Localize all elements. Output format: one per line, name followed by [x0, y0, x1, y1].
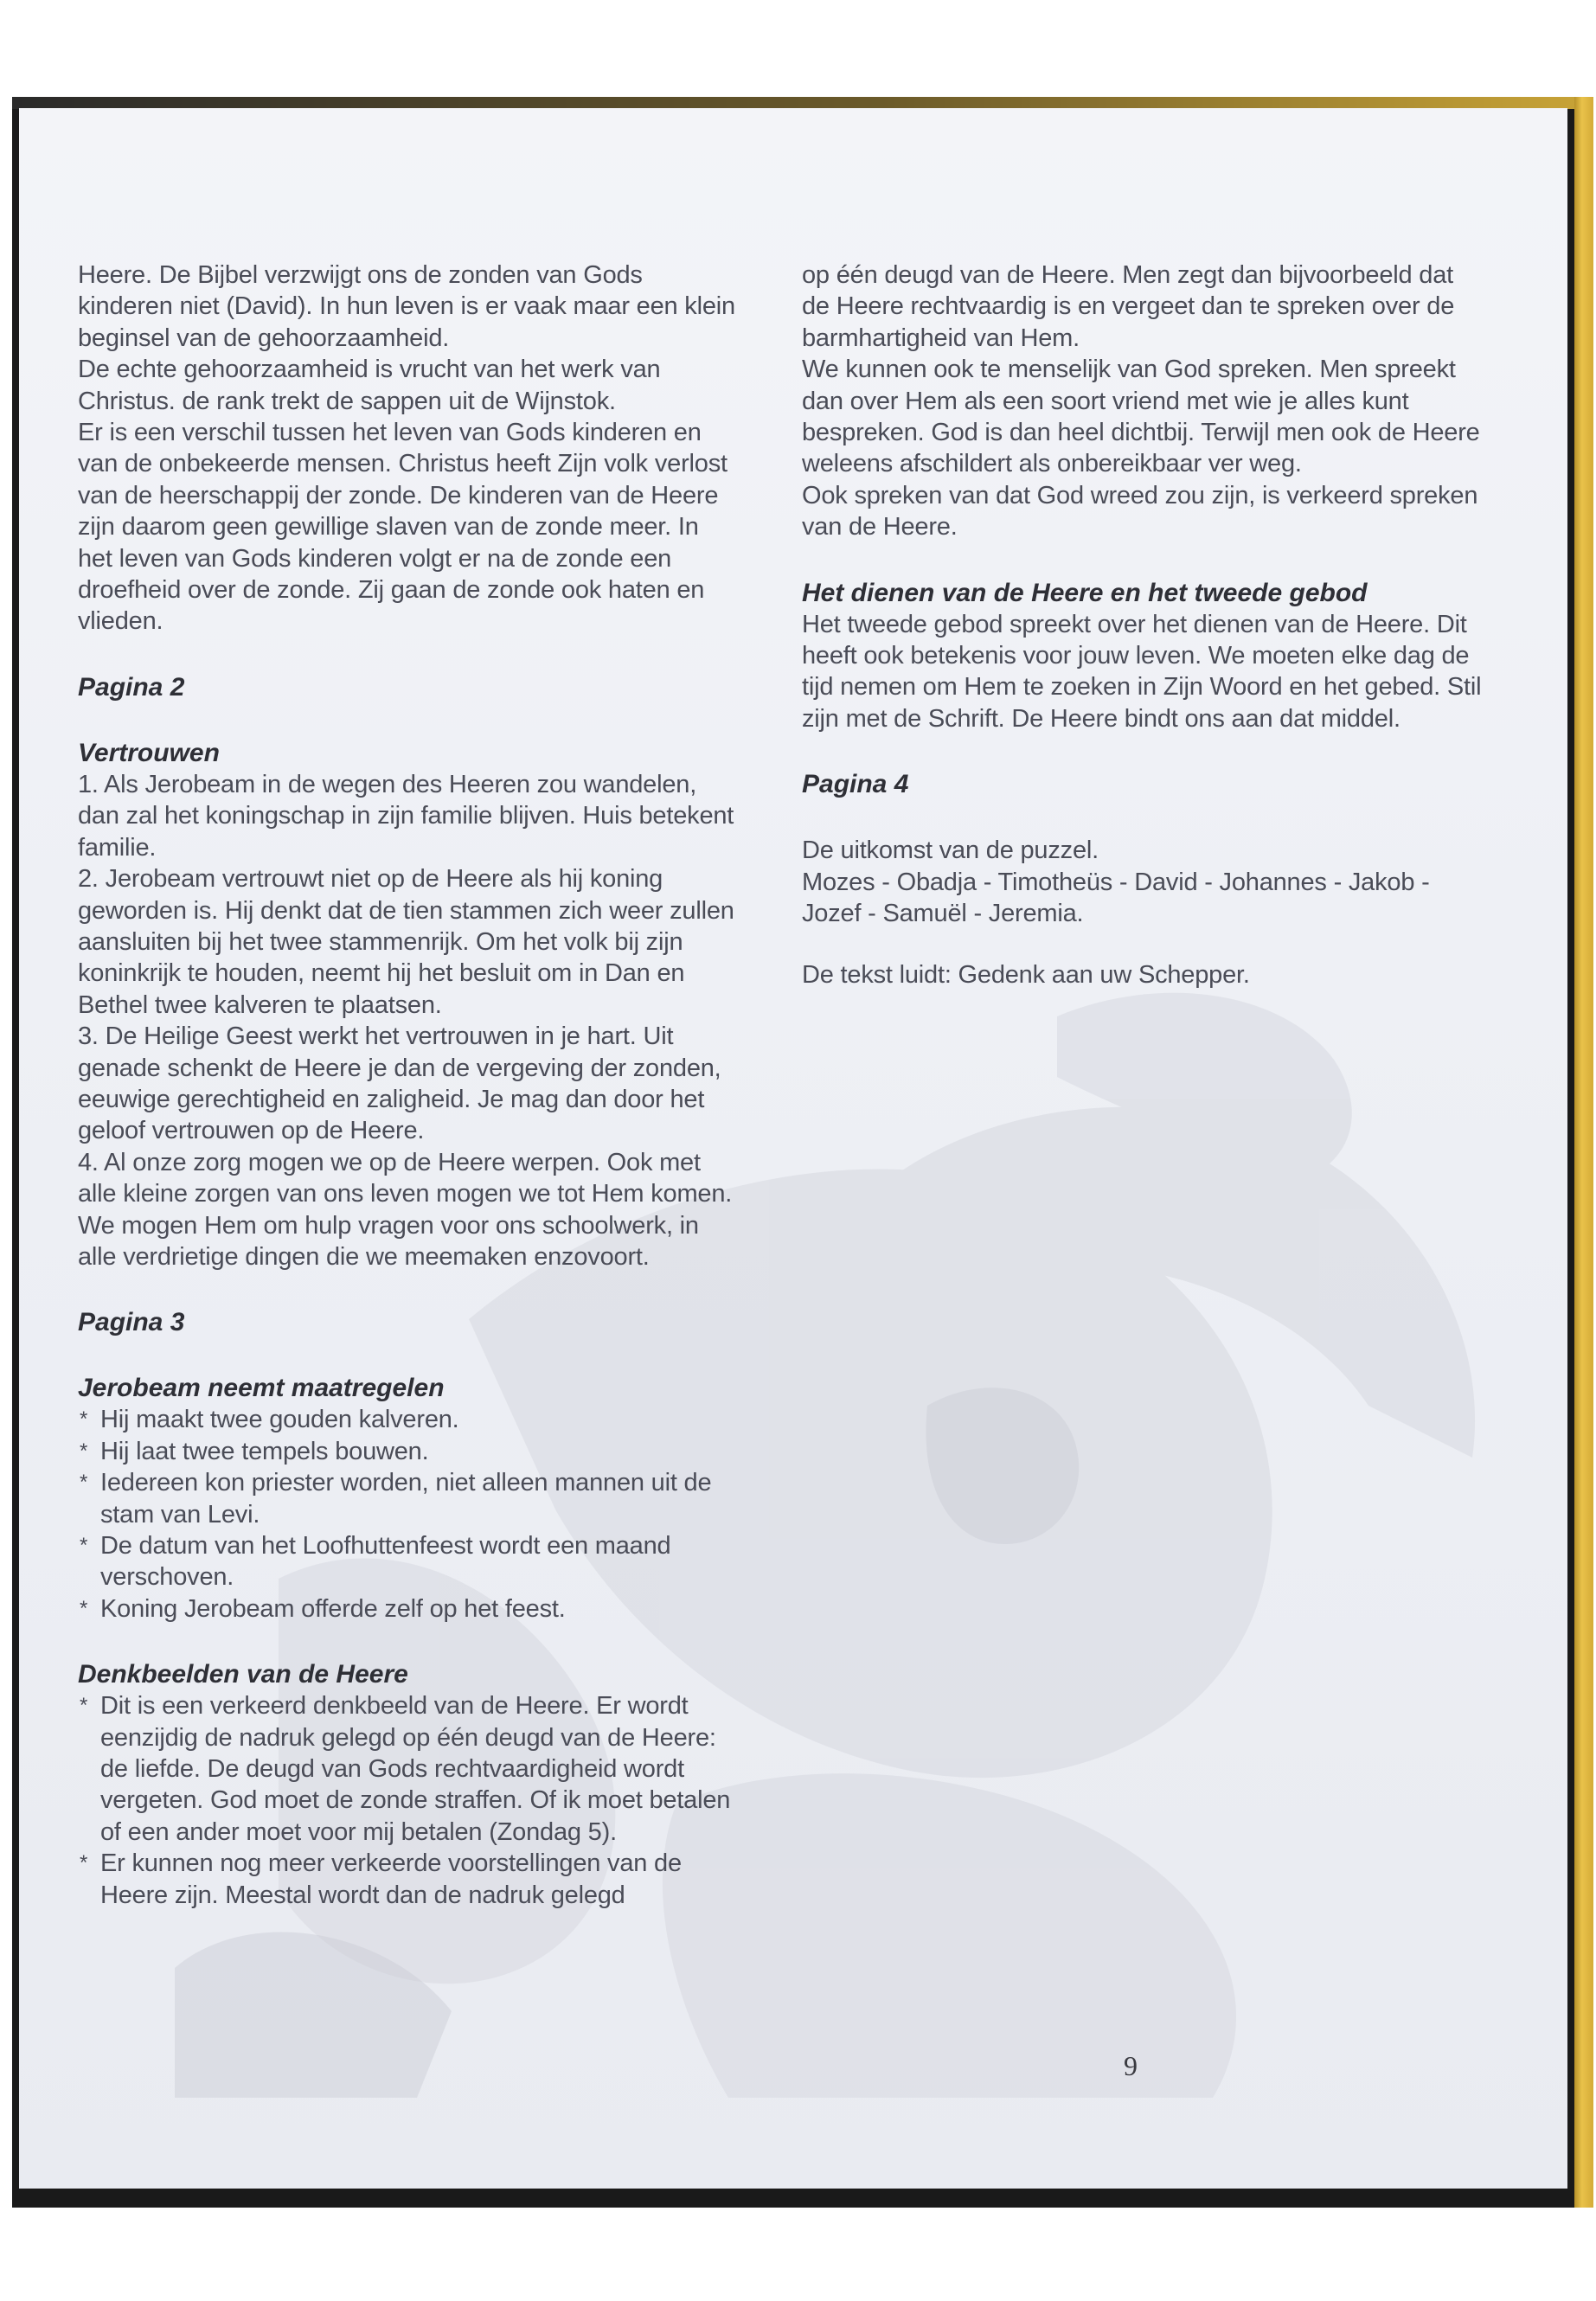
puzzel-names: Mozes - Obadja - Timotheüs - David - Johannes - Jakob - Jozef - Samuël - Jeremia. [802, 868, 1430, 928]
list-item: * Koning Jerobeam offerde zelf op het feest. [78, 1593, 735, 1625]
left-intro-paragraph-3: Er is een verschil tussen het leven van Gods kinderen en van de onbekeerde mensen. Christus heeft Zijn volk verlost van de heerschappij der zonde. De kinderen van de Heere zijn daarom geen gewillige slaven van de zonde meer. In het leven van Gods kinderen volgt er na de zonde een droefheid over de zonde. Zij gaan de zonde ook haten en vlieden. [78, 419, 727, 636]
book-spine [1574, 97, 1593, 2208]
left-intro-paragraph-2: De echte gehoorzaamheid is vrucht van het werk van Christus. de rank trekt de sappen uit de Wijnstok. [78, 356, 661, 415]
vertrouwen-item-1: 1. Als Jerobeam in de wegen des Heeren zou wandelen, dan zal het koningschap in zijn familie blijven. Huis betekent familie. [78, 770, 734, 862]
list-item: * Hij maakt twee gouden kalveren. [78, 1404, 735, 1435]
list-item: * Hij laat twee tempels bouwen. [78, 1436, 735, 1467]
pagina-2-heading: Pagina 2 [78, 672, 185, 702]
right-intro-paragraph-3: Ook spreken van dat God wreed zou zijn, is verkeerd spreken van de Heere. [802, 481, 1478, 542]
pagina-4-heading: Pagina 4 [802, 770, 909, 799]
denkbeelden-list [78, 1690, 735, 1911]
vertrouwen-item-4: 4. Al onze zorg mogen we op de Heere werpen. Ook met alle kleine zorgen van ons leven mogen we tot Hem komen. We mogen Hem om hulp vragen voor ons schoolwerk, in alle verdrietige dingen die we meemaken enzovoort. [78, 1148, 733, 1271]
vertrouwen-item-2: 2. Jerobeam vertrouwt niet op de Heere als hij koning geworden is. Hij denkt dat de tien stammen zich weer zullen aansluiten bij het twee stammenrijk. Om het volk bij zijn koninkrijk te houden, neemt hij het besluit om in Dan en Bethel twee kalveren te plaatsen. [78, 865, 734, 1019]
vertrouwen-heading: Vertrouwen [78, 738, 220, 767]
page [19, 108, 1567, 2189]
maatregelen-list [78, 1404, 735, 1625]
denkbeelden-heading: Denkbeelden van de Heere [78, 1660, 408, 1689]
right-intro-paragraph-2: We kunnen ook te menselijk van God spreken. Men spreekt dan over Hem als een soort vriend met wie je alles kunt bespreken. God is dan heel dichtbij. Terwijl men ook de Heere weleens afschildert als onbereikbaar ver weg. [802, 356, 1480, 478]
list-item: * Er kunnen nog meer verkeerde voorstellingen van de Heere zijn. Meestal wordt dan de nadruk gelegd [78, 1848, 735, 1911]
book-top-edge [12, 97, 1593, 109]
list-item: * Iedereen kon priester worden, niet alleen mannen uit de stam van Levi. [78, 1467, 735, 1530]
left-intro-paragraph-1: Heere. De Bijbel verzwijgt ons de zonden van Gods kinderen niet (David). In hun leven is er vaak maar een klein beginsel van de gehoorzaamheid. [78, 261, 735, 352]
tekst-luidt: De tekst luidt: Gedenk aan uw Schepper. [802, 960, 1250, 989]
pagina-3-heading: Pagina 3 [78, 1308, 185, 1337]
right-intro-paragraph-1: op één deugd van de Heere. Men zegt dan bijvoorbeeld dat de Heere rechtvaardig is en vergeet dan te spreken over de barmhartigheid van Hem. [802, 261, 1455, 352]
left-column [78, 260, 735, 1911]
right-column [802, 260, 1485, 990]
dienen-text: Het tweede gebod spreekt over het dienen van de Heere. Dit heeft ook betekenis voor jouw leven. We moeten elke dag de tijd nemen om Hem te zoeken in Zijn Woord en het gebed. Stil zijn met de Schrift. De Heere bindt ons aan dat middel. [802, 610, 1482, 733]
page-number: 9 [1124, 2050, 1138, 2081]
puzzel-intro: De uitkomst van de puzzel. [802, 836, 1099, 865]
maatregelen-heading: Jerobeam neemt maatregelen [78, 1374, 445, 1403]
list-item: * De datum van het Loofhuttenfeest wordt een maand verschoven. [78, 1530, 735, 1593]
list-item: * Dit is een verkeerd denkbeeld van de Heere. Er wordt eenzijdig de nadruk gelegd op één deugd van de Heere: de liefde. De deugd van Gods rechtvaardigheid wordt vergeten. God moet de zonde straffen. Of ik moet betalen of een ander moet voor mij betalen (Zondag 5). [78, 1690, 735, 1848]
vertrouwen-item-3: 3. De Heilige Geest werkt het vertrouwen in je hart. Uit genade schenkt de Heere je dan de vergeving der zonden, eeuwige gerechtigheid en zaligheid. Je mag dan door het geloof vertrouwen op de Heere. [78, 1022, 721, 1145]
dienen-heading: Het dienen van de Heere en het tweede gebod [802, 578, 1368, 607]
